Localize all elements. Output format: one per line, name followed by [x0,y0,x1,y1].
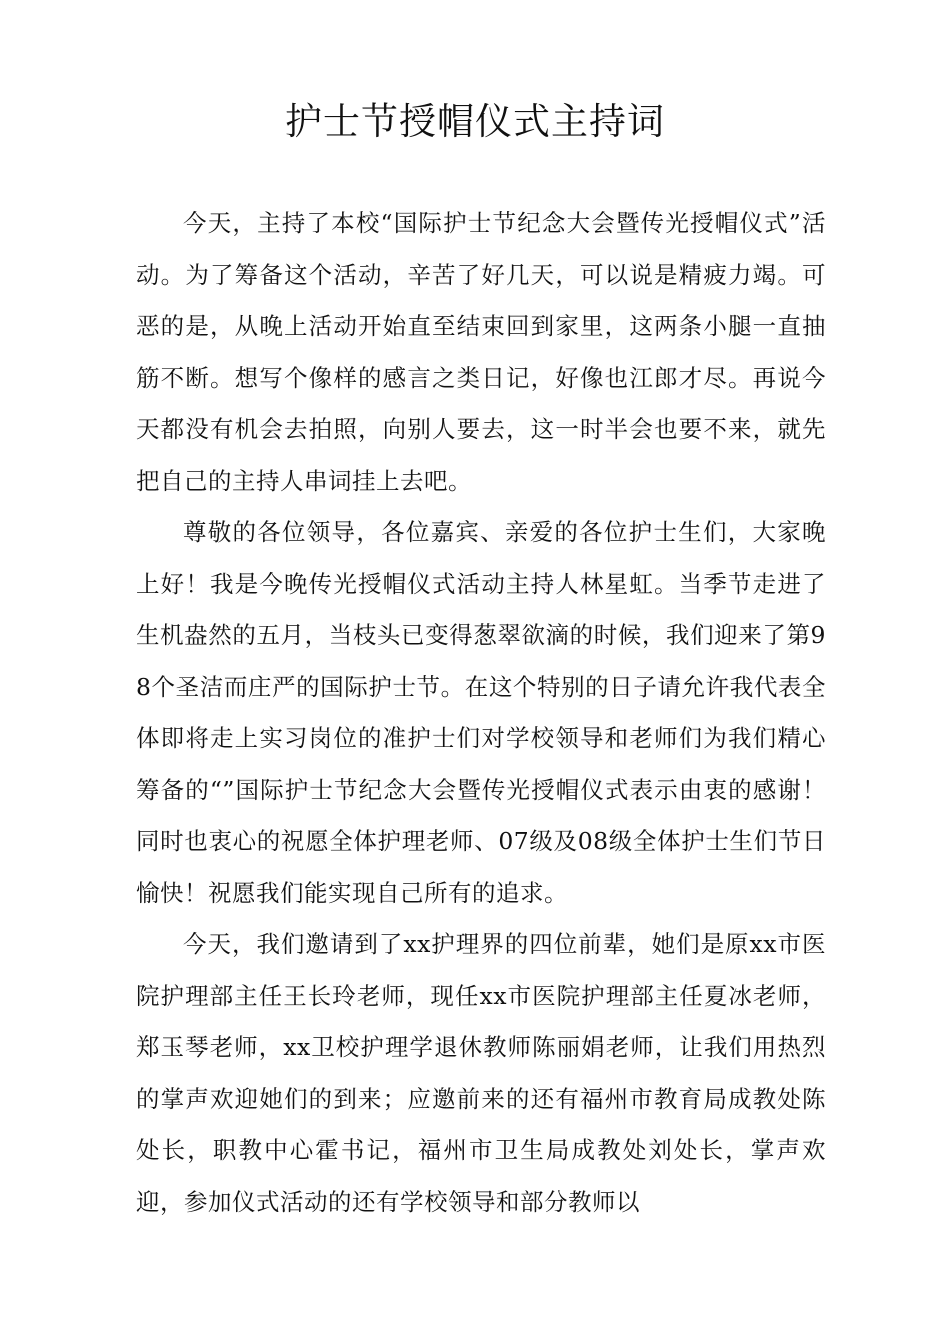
paragraph-intro: 今天，主持了本校“国际护士节纪念大会暨传光授帽仪式”活动。为了筹备这个活动，辛苦了好几天，可以说是精疲力竭。可恶的是，从晚上活动开始直至结束回到家里，这两条小腿一直抽筋不断。想写个像样的感言之类日记，好像也江郎才尽。再说今天都没有机会去拍照，向别人要去，这一时半会也要不来，就先把自己的主持人串词挂上去吧。 [136,209,826,495]
document-body [136,198,826,1228]
paragraph-greeting: 尊敬的各位领导，各位嘉宾、亲爱的各位护士生们，大家晚上好！我是今晚传光授帽仪式活动主持人林星虹。当季节走进了生机盎然的五月，当枝头已变得葱翠欲滴的时候，我们迎来了第98个圣洁而庄严的国际护士节。在这个特别的日子请允许我代表全体即将走上实习岗位的准护士们对学校领导和老师们为我们精心筹备的“”国际护士节纪念大会暨传光授帽仪式表示由衷的感谢！同时也衷心的祝愿全体护理老师、07级及08级全体护士生们节日愉快！祝愿我们能实现自己所有的追求。 [136,518,826,907]
document-title: 护士节授帽仪式主持词 [285,100,665,143]
paragraph-guests: 今天，我们邀请到了xx护理界的四位前辈，她们是原xx市医院护理部主任王长玲老师，现任xx市医院护理部主任夏冰老师，郑玉琴老师，xx卫校护理学退休教师陈丽娟老师，让我们用热烈的掌声欢迎她们的到来；应邀前来的还有福州市教育局成教处陈处长，职教中心霍书记，福州市卫生局成教处刘处长，掌声欢迎，参加仪式活动的还有学校领导和部分教师以 [136,930,826,1216]
